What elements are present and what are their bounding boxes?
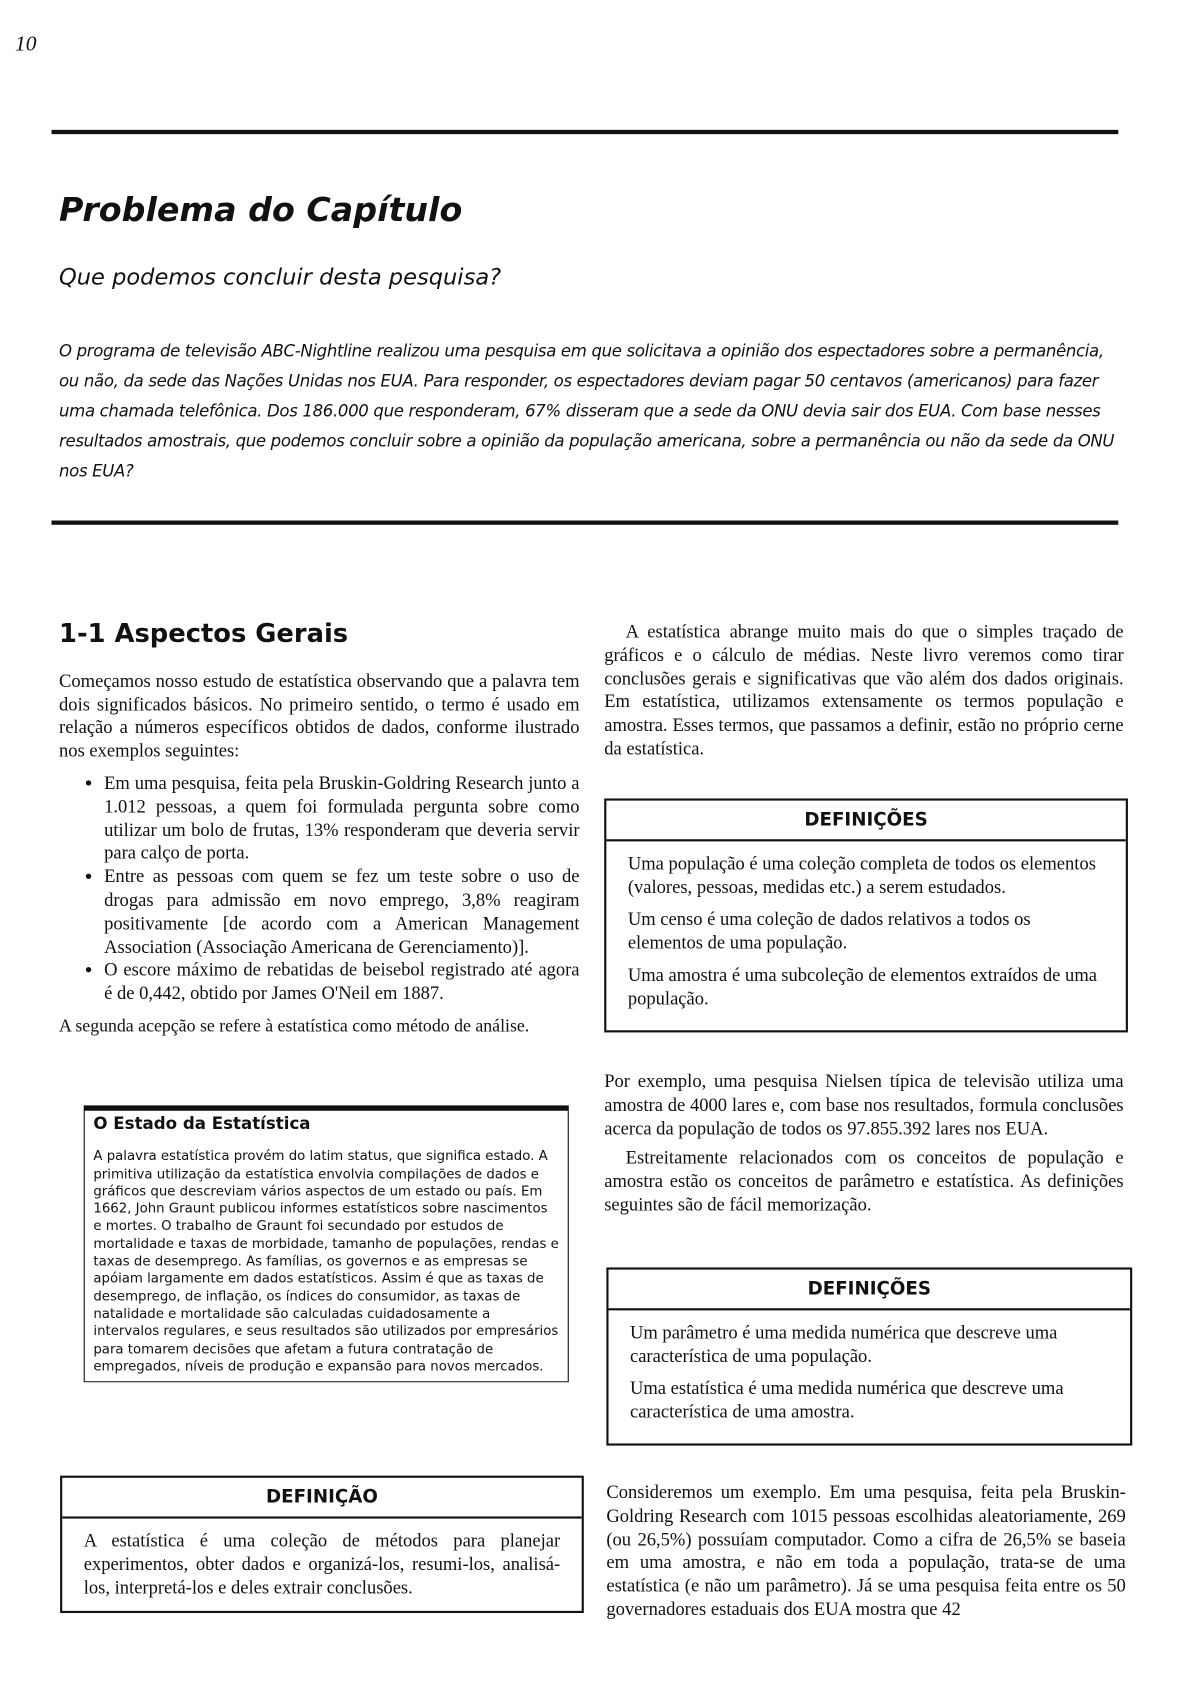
second-meaning: A segunda acepção se refere à estatística como método de análise. xyxy=(59,1015,530,1036)
chapter-problem-subtitle: Que podemos concluir desta pesquisa? xyxy=(59,264,502,290)
sidebar-text: A palavra estatística provém do latim status, que significa estado. A primitiva utilização da estatística envolvia compilações de dados e gráficos que descreviam vários aspectos de um estado ou país. Em 1662, John Graunt publicou informes estatísticos sobre nascimentos e mortes. O trabalho de Graunt foi secundado por estudos de mortalidade e taxas de morbidade, tamanho de populações, rendas e taxas de desemprego. As famílias, os governos e as empresas se apóiam largamente em dados estatísticos. Assim é que as taxas de desemprego, de inflação, os índices do consumidor, as taxas de natalidade e mortalidade são calculadas cuidadosamente a intervalos regulares, e seus resultados são utilizados por empresários para tomarem decisões que afetam a futura contratação de empregados, níveis de produção e expansão para novos mercados. xyxy=(93,1147,559,1374)
paragraph: Estreitamente relacionados com os conceitos de população e amostra estão os conceitos de parâmetro e estatística. As definições seguintes são de fácil memorização. xyxy=(604,1147,1124,1215)
paragraph: Por exemplo, uma pesquisa Nielsen típica de televisão utiliza uma amostra de 4000 lares e, com base nos resultados, formula conclusões acerca da população de todos os 97.855.392 lares nos EUA. xyxy=(604,1071,1124,1139)
section-heading: 1-1 Aspectos Gerais xyxy=(59,618,349,649)
section-rule xyxy=(52,521,1119,525)
list-item: • Em uma pesquisa, feita pela Bruskin-Goldring Research junto a 1.012 pessoas, a quem foi formulada pergunta sobre como utilizar um bolo de frutas, 13% responderam que deveria servir para calço de porta. xyxy=(104,772,579,866)
section-intro: Começamos nosso estudo de estatística observando que a palavra tem dois significados básicos. No primeiro sentido, o termo é usado em relação a números específicos obtidos de dados, conforme ilustrado nos exemplos seguintes: xyxy=(59,670,580,762)
definition-text: A estatística é uma coleção de métodos para planejar experimentos, obter dados e organizá-los, resumi-los, analisá-los, interpretá-los e deles extrair conclusões. xyxy=(83,1530,561,1598)
definitions-body xyxy=(609,1310,1131,1443)
right-column-bottom xyxy=(606,1481,1125,1628)
definition-item: Uma população é uma coleção completa de todos os elementos (valores, pessoas, medidas etc.) a serem estudados. xyxy=(627,853,1096,898)
chapter-problem-text: O programa de televisão ABC-Nightline realizou uma pesquisa em que solicitava a opinião dos espectadores sobre a permanência, ou não, da sede das Nações Unidas nos EUA. Para responder, os espectadores deviam pagar 50 centavos (americanos) para fazer uma chamada telefônica. Dos 186.000 que responderam, 67% disseram que a sede da ONU devia sair dos EUA. Com base nesses resultados amostrais, que podemos concluir sobre a opinião da população americana, sobre a permanência ou não da sede da ONU nos EUA? xyxy=(59,341,1115,481)
definition-item: Uma estatística é uma medida numérica que descreve uma característica de uma amostra. xyxy=(629,1377,1064,1422)
paragraph: Consideremos um exemplo. Em uma pesquisa, feita pela Bruskin-Goldring Research com 1015 pessoas escolhidas aleatoriamente, 269 (ou 26,5%) possuíam computador. Como a cifra de 26,5% se baseia em uma amostra, e não em toda a população, trata-se de uma estatística (e não um parâmetro). Já se uma pesquisa feita entre os 50 governadores estaduais dos EUA mostra que 42 xyxy=(606,1482,1126,1620)
right-column-middle xyxy=(604,1070,1123,1223)
definition-heading: DEFINIÇÃO xyxy=(62,1478,581,1519)
page-mark: 10 xyxy=(15,32,37,56)
list-item: • O escore máximo de rebatidas de beisebol registrado até agora é de 0,442, obtido por James O'Neil em 1887. xyxy=(104,959,579,1006)
definition-box xyxy=(60,1476,584,1613)
definitions-body xyxy=(606,841,1125,1030)
sidebar-box xyxy=(84,1105,569,1382)
example-list xyxy=(59,772,580,1006)
definitions-box-1 xyxy=(604,798,1128,1032)
top-rule xyxy=(52,130,1119,134)
list-item: • Entre as pessoas com quem se fez um teste sobre o uso de drogas para admissão em novo emprego, 3,8% reagiram positivamente [de acordo com a American Management Association (Associação Americana de Gerenciamento)]. xyxy=(104,865,579,959)
definition-item: Um parâmetro é uma medida numérica que descreve uma característica de uma população. xyxy=(629,1322,1058,1367)
sidebar-title: O Estado da Estatística xyxy=(93,1113,311,1134)
definition-item: Um censo é uma coleção de dados relativos a todos os elementos de uma população. xyxy=(627,909,1031,954)
paragraph: A estatística abrange muito mais do que o simples traçado de gráficos e o cálculo de médias. Neste livro veremos como tirar conclusões gerais e significativas que vão além dos dados originais. Em estatística, utilizamos extensamente os termos população e amostra. Esses termos, que passamos a definir, estão no próprio cerne da estatística. xyxy=(604,621,1124,759)
definitions-box-2 xyxy=(606,1267,1132,1445)
right-column-top xyxy=(604,620,1123,767)
definitions-heading: DEFINIÇÕES xyxy=(609,1270,1131,1311)
definition-item: Uma amostra é uma subcoleção de elementos extraídos de uma população. xyxy=(627,964,1097,1009)
definitions-heading: DEFINIÇÕES xyxy=(606,801,1125,842)
left-column xyxy=(59,618,580,1043)
chapter-problem-title: Problema do Capítulo xyxy=(59,191,463,230)
